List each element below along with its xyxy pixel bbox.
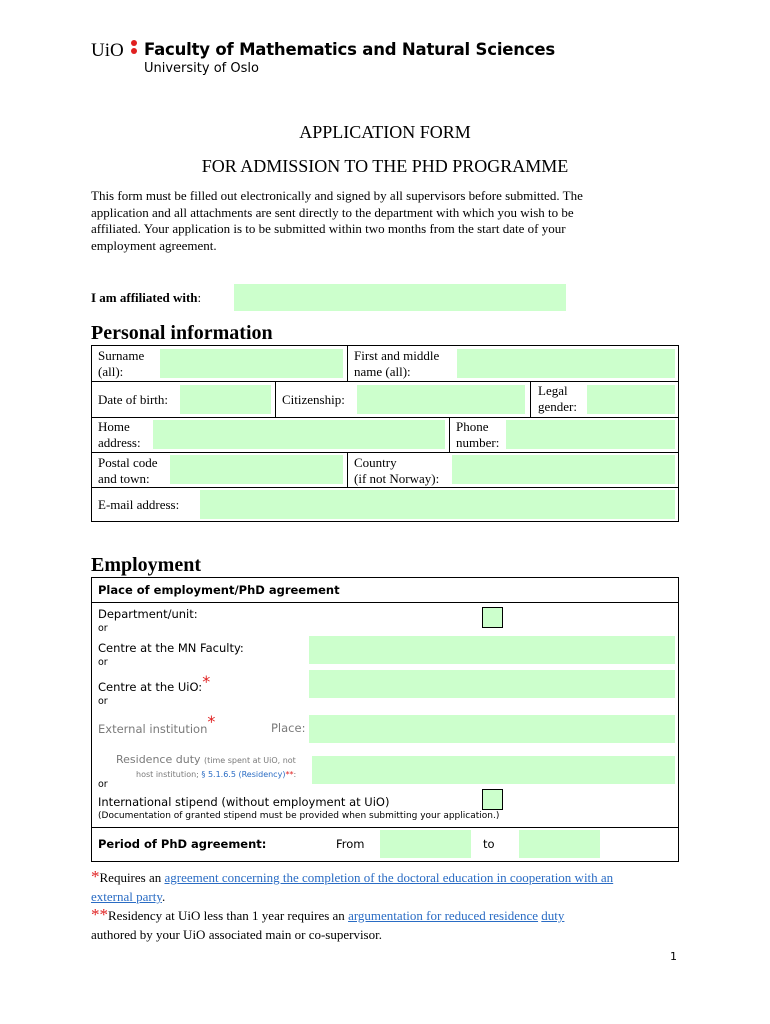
employment-heading: Employment (91, 554, 201, 576)
residence-duty-note: host institution; § 5.1.6.5 (Residency)**: (136, 770, 297, 779)
affiliation-label: I am affiliated with: (91, 290, 202, 305)
intro-text (91, 188, 583, 254)
email-field[interactable] (200, 490, 675, 519)
centre-uio-field[interactable] (309, 670, 675, 698)
or-text: or (98, 623, 108, 634)
residence-duty-label: Residence duty (time spent at UiO, not (116, 753, 296, 766)
page-subtitle: FOR ADMISSION TO THE PHD PROGRAMME (201, 156, 569, 176)
intro-line: This form must be filled out electronically and signed by all supervisors before submitted. The (91, 188, 583, 203)
required-asterisk: * (202, 672, 211, 691)
postal-field[interactable] (170, 455, 343, 484)
to-label: to (483, 837, 495, 851)
postal-label: Postal code and town: (98, 455, 158, 486)
place-field[interactable] (309, 715, 675, 743)
footnote-2: **Residency at UiO less than 1 year requires an argumentation for reduced residence duty authored by your UiO associated main or co-supervisor. (91, 905, 565, 942)
duty-link[interactable]: duty (541, 908, 565, 923)
country-label: Country (if not Norway): (354, 455, 440, 486)
uio-logo-dots (131, 40, 137, 54)
employment-section-header: Place of employment/PhD agreement (98, 583, 340, 597)
email-label: E-mail address: (98, 497, 180, 512)
stipend-label: International stipend (without employment at UiO) (98, 795, 390, 809)
firstname-label: First and middle name (all): (354, 348, 440, 379)
centre-mn-label: Centre at the MN Faculty: (98, 641, 244, 655)
university-name: University of Oslo (144, 61, 259, 76)
from-label: From (336, 837, 365, 851)
argumentation-link[interactable]: argumentation for reduced residence (348, 908, 539, 923)
firstname-field[interactable] (457, 349, 675, 378)
centre-uio-label: Centre at the UiO:* (98, 672, 211, 694)
uio-logo-text: UiO (91, 40, 124, 61)
place-label: Place: (271, 721, 306, 735)
residency-link[interactable]: § 5.1.6.5 (Residency) (201, 770, 286, 779)
surname-label: Surname (all): (98, 348, 145, 379)
citizenship-field[interactable] (357, 385, 525, 414)
page-title: APPLICATION FORM (299, 122, 471, 142)
home-address-label: Home address: (98, 419, 141, 450)
page-number: 1 (670, 950, 677, 963)
uio-logo (91, 40, 137, 62)
or-text: or (98, 696, 108, 707)
dob-field[interactable] (180, 385, 271, 414)
gender-label: Legal gender: (538, 383, 577, 414)
department-label: Department/unit: (98, 607, 198, 621)
or-text: or (98, 779, 108, 790)
personal-info-heading: Personal information (91, 322, 273, 344)
required-asterisk: * (207, 712, 216, 731)
period-from-field[interactable] (380, 830, 471, 858)
footnote-1: *Requires an agreement concerning the completion of the doctoral education in cooperation with an external party. (91, 867, 614, 904)
intro-line: employment agreement. (91, 237, 217, 253)
surname-field[interactable] (160, 349, 343, 378)
period-label: Period of PhD agreement: (98, 837, 267, 851)
period-to-field[interactable] (519, 830, 600, 858)
faculty-name: Faculty of Mathematics and Natural Sciences (144, 40, 555, 59)
affiliation-field[interactable] (234, 284, 566, 311)
centre-mn-field[interactable] (309, 636, 675, 664)
stipend-note: (Documentation of granted stipend must be provided when submitting your application.) (98, 811, 500, 821)
stipend-checkbox[interactable] (482, 789, 503, 810)
citizenship-label: Citizenship: (282, 392, 345, 407)
intro-line: affiliated. Your application is to be submitted within two months from the start date of your (91, 221, 566, 236)
intro-line: application and all attachments are sent directly to the department with which you wish to be (91, 204, 574, 220)
residence-duty-field[interactable] (312, 756, 675, 784)
home-address-field[interactable] (153, 420, 445, 449)
dob-label: Date of birth: (98, 392, 169, 407)
country-field[interactable] (452, 455, 675, 484)
phone-field[interactable] (506, 420, 675, 449)
department-checkbox[interactable] (482, 607, 503, 628)
gender-field[interactable] (587, 385, 675, 414)
external-institution-label: External institution* (98, 712, 216, 736)
agreement-link[interactable]: agreement concerning the completion of the doctoral education in cooperation with an (164, 870, 614, 885)
external-party-link[interactable]: external party (91, 889, 162, 904)
or-text: or (98, 657, 108, 668)
phone-label: Phone number: (456, 419, 500, 450)
